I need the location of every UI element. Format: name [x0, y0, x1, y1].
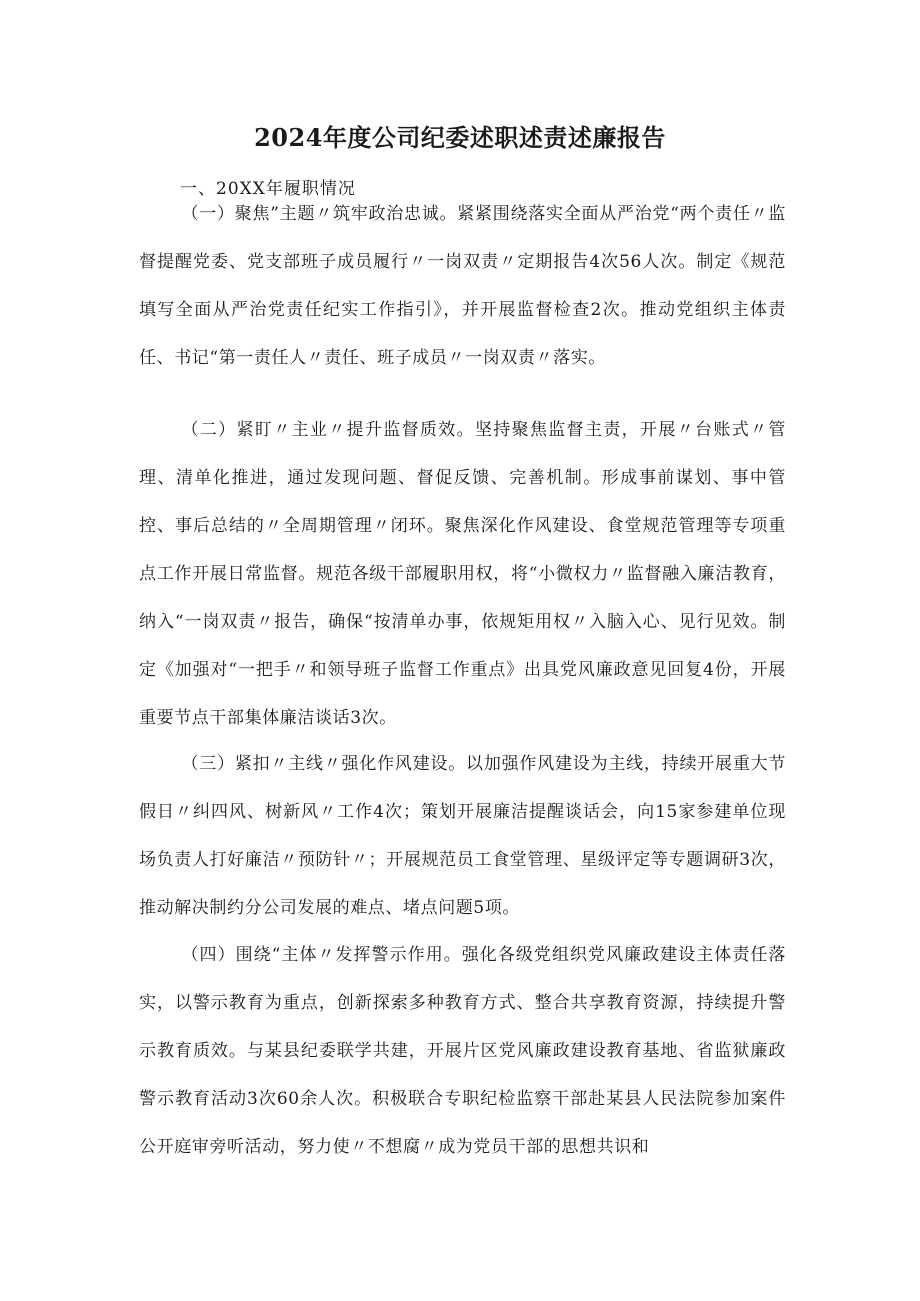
section-heading: 一、20XX年履职情况	[180, 179, 356, 199]
paragraph-4: （四）围绕“主体〃发挥警示作用。强化各级党组织党风廉政建设主体责任落实，以警示教育为重点，创新探索多种教育方式、整合共享教育资源，持续提升警示教育质效。与某县纪委联学共建，开展片区党风廉政建设教育基地、省监狱廉政警示教育活动3次60余人次。积极联合专职纪检监察干部赴某县人民法院参加案件公开庭审旁听活动，努力使〃不想腐〃成为党员干部的思想共识和	[139, 945, 786, 1157]
document-title: 2024年度公司纪委述职述责述廉报告	[254, 123, 666, 152]
paragraph-2: （二）紧盯〃主业〃提升监督质效。坚持聚焦监督主责，开展〃台账式〃管理、清单化推进，通过发现问题、督促反馈、完善机制。形成事前谋划、事中管控、事后总结的〃全周期管理〃闭环。聚焦深化作风建设、食堂规范管理等专项重点工作开展日常监督。规范各级干部履职用权，将“小微权力〃监督融入廉洁教育，纳入“一岗双责〃报告，确保“按清单办事，依规矩用权〃入脑入心、见行见效。制定《加强对“一把手〃和领导班子监督工作重点》出具党风廉政意见回复4份，开展重要节点干部集体廉洁谈话3次。	[139, 420, 786, 728]
paragraph-1: （一）聚焦”主题〃筑牢政治忠诚。紧紧围绕落实全面从严治党“两个责任〃监督提醒党委、党支部班子成员履行〃一岗双责〃定期报告4次56人次。制定《规范填写全面从严治党责任纪实工作指引》，并开展监督检查2次。推动党组织主体责任、书记“第一责任人〃责任、班子成员〃一岗双责〃落实。	[139, 204, 786, 368]
paragraph-3: （三）紧扣〃主线〃强化作风建设。以加强作风建设为主线，持续开展重大节假日〃纠四风、树新风〃工作4次；策划开展廉洁提醒谈话会，向15家参建单位现场负责人打好廉洁〃预防针〃；开展规范员工食堂管理、星级评定等专题调研3次，推动解决制约分公司发展的难点、堵点问题5项。	[139, 754, 786, 918]
